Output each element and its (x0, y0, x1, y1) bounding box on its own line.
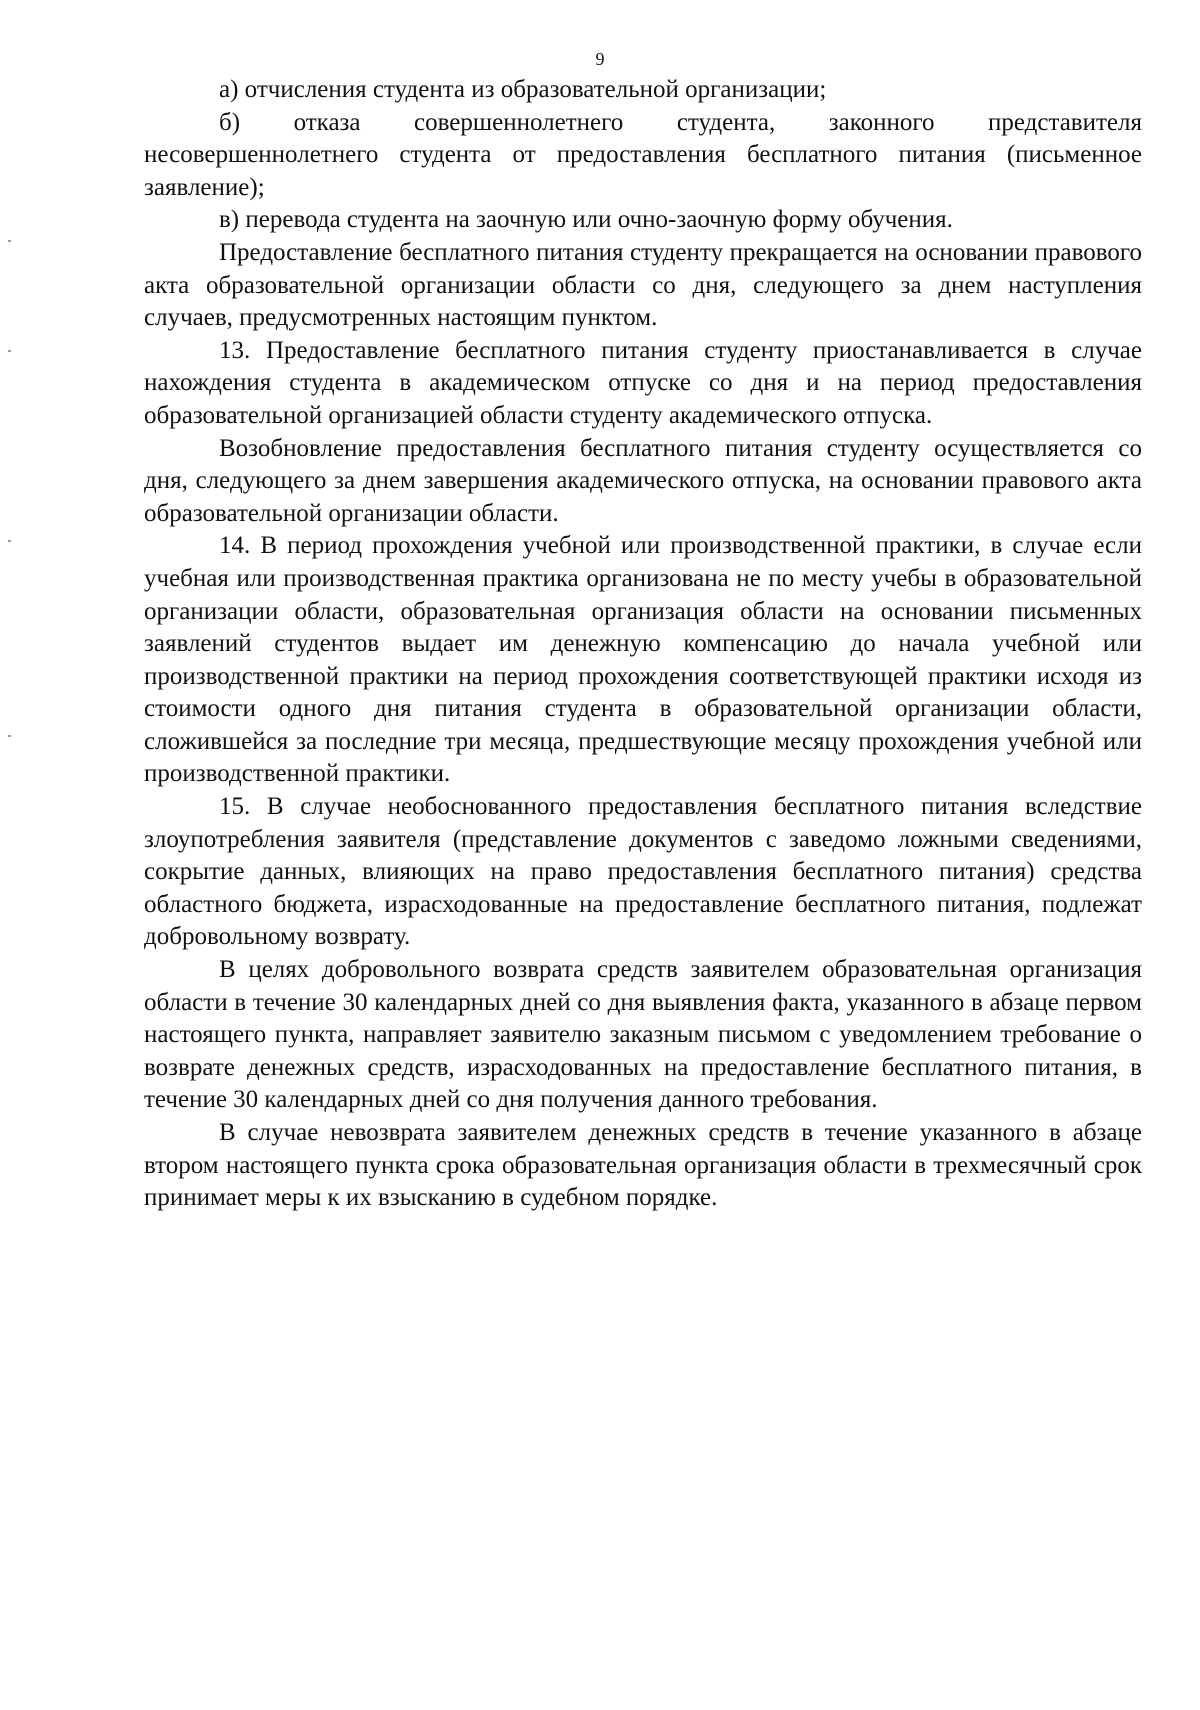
document-body (144, 74, 1142, 1215)
scan-artifact-mark (8, 350, 11, 352)
paragraph-non-return: В случае невозврата заявителем денежных средств в течение указанного в абзаце втором настоящего пункта срока образовательная организация области в трехмесячный срок принимает меры к их взысканию в судебном порядке. (144, 1119, 1142, 1212)
paragraph-item-a: а) отчисления студента из образовательной организации; (219, 76, 827, 103)
paragraph-14: 14. В период прохождения учебной или производственной практики, в случае если учебная или производственная практика организована не по месту учебы в образовательной организации области, образовательная организация области на основании письменных заявлений студентов выдает им денежную компенсацию до начала учебной или производственной практики на период прохождения соответствующей практики исходя из стоимости одного дня питания студента в образовательной организации области, сложившейся за последние три месяца, предшествующие месяцу прохождения учебной или производственной практики. (144, 532, 1142, 788)
paragraph-resumption: Возобновление предоставления бесплатного питания студенту осуществляется со дня, следующего за днем завершения академического отпуска, на основании правового акта образовательной организации области. (144, 434, 1142, 527)
paragraph-item-b: б) отказа совершеннолетнего студента, законного представителя несовершеннолетнего студента от предоставления бесплатного питания (письменное заявление); (144, 108, 1142, 201)
paragraph-termination: Предоставление бесплатного питания студенту прекращается на основании правового акта образовательной организации области со дня, следующего за днем наступления случаев, предусмотренных настоящим пунктом. (144, 238, 1142, 332)
paragraph-13: 13. Предоставление бесплатного питания студенту приостанавливается в случае нахождения студента в академическом отпуске со дня и на период предоставления образовательной организацией области студенту академического отпуска. (144, 336, 1142, 429)
paragraph-voluntary-return: В целях добровольного возврата средств заявителем образовательная организация области в течение 30 календарных дней со дня выявления факта, указанного в абзаце первом настоящего пункта, направляет заявителю заказным письмом с уведомлением требование о возврате денежных средств, израсходованных на предоставление бесплатного питания, в течение 30 календарных дней со дня получения данного требования. (144, 956, 1142, 1114)
paragraph-15: 15. В случае необоснованного предоставления бесплатного питания вследствие злоупотребления заявителя (представление документов с заведомо ложными сведениями, сокрытие данных, влияющих на право предоставления бесплатного питания) средства областного бюджета, израсходованные на предоставление бесплатного питания, подлежат добровольному возврату. (144, 793, 1142, 951)
paragraph-item-v: в) перевода студента на заочную или очно-заочную форму обучения. (219, 206, 953, 234)
scan-artifact-mark (8, 735, 11, 737)
page-number: 9 (595, 49, 605, 69)
scan-artifact-mark (8, 240, 11, 242)
scan-artifact-mark (8, 540, 11, 542)
